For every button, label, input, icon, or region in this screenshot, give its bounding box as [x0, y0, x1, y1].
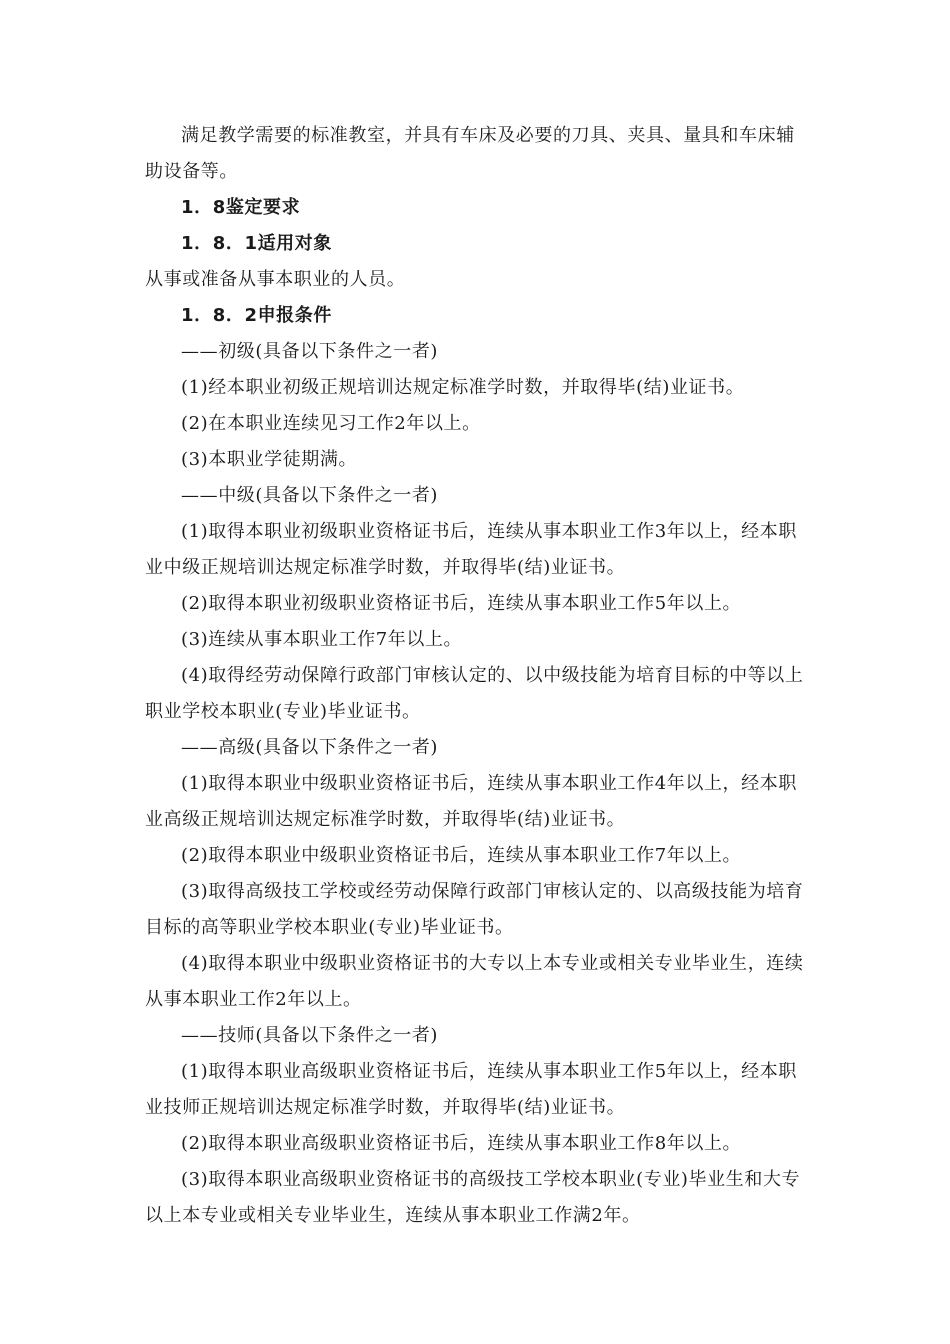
section-heading-1-8-1: 1．8．1适用对象: [181, 233, 332, 254]
section-heading-1-8-2: 1．8．2申报条件: [181, 305, 332, 326]
paragraph-teaching-facilities: 满足教学需要的标准教室，并具有车床及必要的刀具、夹具、量具和车床辅助设备等。: [145, 125, 795, 182]
list-item: (4)取得本职业中级职业资格证书的大专以上本专业或相关专业毕业生，连续从事本职业工作2年以上。: [145, 953, 804, 1010]
section-heading-1-8: 1．8鉴定要求: [181, 197, 301, 218]
list-item: (3)取得高级技工学校或经劳动保障行政部门审核认定的、以高级技能为培育目标的高等职业学校本职业(专业)毕业证书。: [145, 881, 804, 938]
list-item: (2)取得本职业初级职业资格证书后，连续从事本职业工作5年以上。: [181, 593, 742, 614]
list-item: (1)取得本职业中级职业资格证书后，连续从事本职业工作4年以上，经本职业高级正规培训达规定标准学时数，并取得毕(结)业证书。: [145, 773, 797, 830]
level-heading-intermediate: ——中级(具备以下条件之一者): [181, 485, 439, 506]
paragraph-applicable-persons: 从事或准备从事本职业的人员。: [145, 269, 406, 290]
list-item: (3)连续从事本职业工作7年以上。: [181, 629, 463, 650]
level-heading-junior: ——初级(具备以下条件之一者): [181, 341, 439, 362]
list-item: (1)经本职业初级正规培训达规定标准学时数，并取得毕(结)业证书。: [181, 377, 745, 398]
list-item: (1)取得本职业初级职业资格证书后，连续从事本职业工作3年以上，经本职业中级正规培训达规定标准学时数，并取得毕(结)业证书。: [145, 521, 797, 578]
list-item: (2)取得本职业中级职业资格证书后，连续从事本职业工作7年以上。: [181, 845, 742, 866]
level-heading-senior: ——高级(具备以下条件之一者): [181, 737, 439, 758]
list-item: (2)在本职业连续见习工作2年以上。: [181, 413, 481, 434]
list-item: (1)取得本职业高级职业资格证书后，连续从事本职业工作5年以上，经本职业技师正规培训达规定标准学时数，并取得毕(结)业证书。: [145, 1061, 797, 1118]
list-item: (3)取得本职业高级职业资格证书的高级技工学校本职业(专业)毕业生和大专以上本专业或相关专业毕业生，连续从事本职业工作满2年。: [145, 1169, 801, 1226]
list-item: (4)取得经劳动保障行政部门审核认定的、以中级技能为培育目标的中等以上职业学校本职业(专业)毕业证书。: [145, 665, 804, 722]
document-body: [145, 118, 805, 1234]
list-item: (3)本职业学徒期满。: [181, 449, 358, 470]
level-heading-technician: ——技师(具备以下条件之一者): [181, 1025, 439, 1046]
list-item: (2)取得本职业高级职业资格证书后，连续从事本职业工作8年以上。: [181, 1133, 742, 1154]
